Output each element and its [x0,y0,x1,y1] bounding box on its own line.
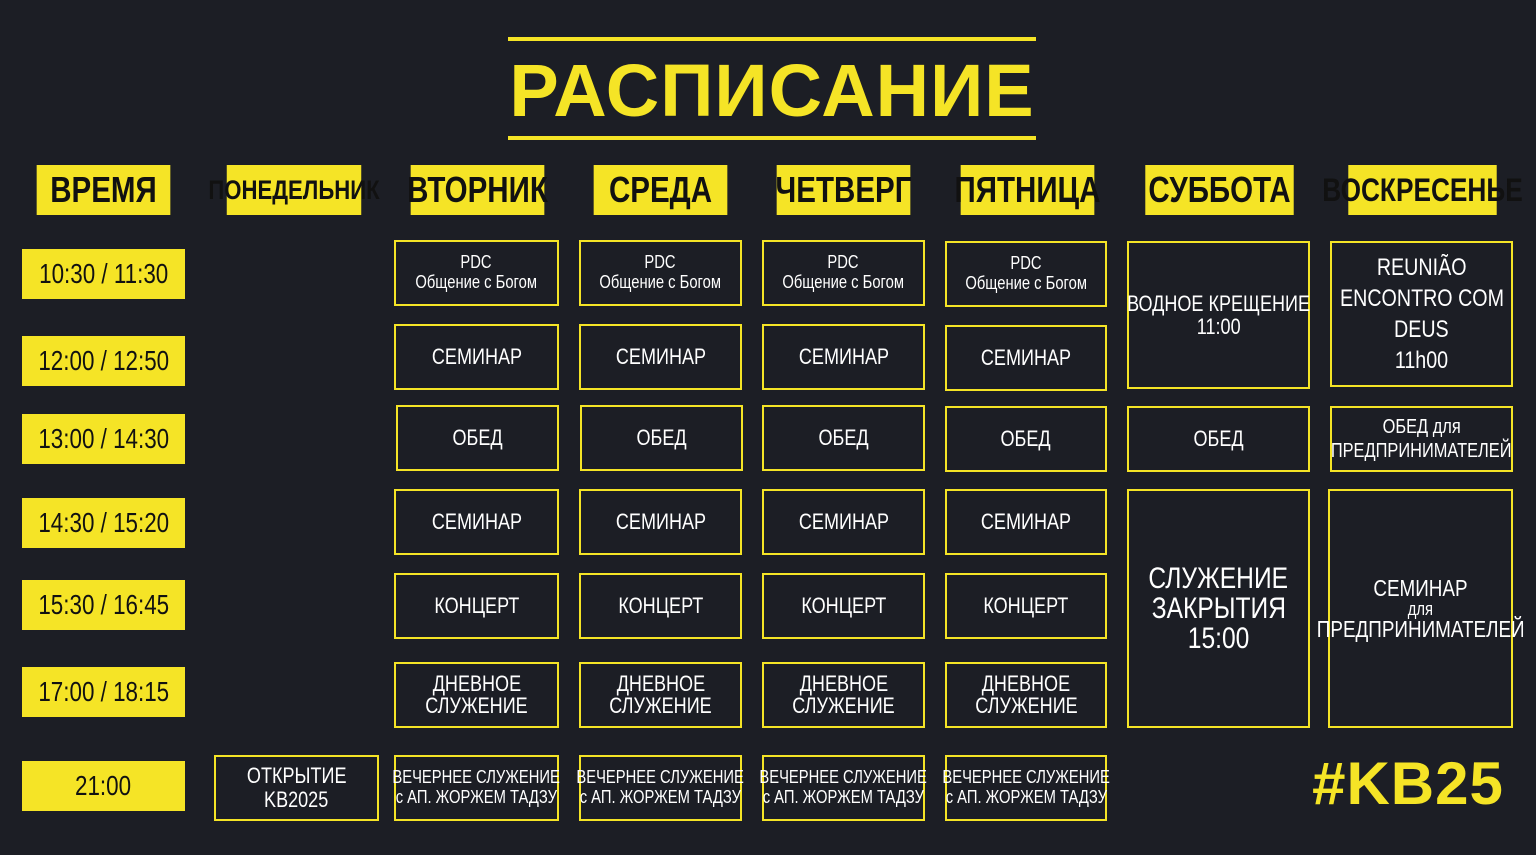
event-lunch: ОБЕД [945,406,1107,472]
header-tuesday: ВТОРНИК [411,165,545,215]
event-day-service: ДНЕВНОЕ СЛУЖЕНИЕ [579,662,742,728]
time-slot: 15:30 / 16:45 [22,580,185,630]
header-thursday: ЧЕТВЕРГ [777,165,911,215]
header-wednesday: СРЕДА [594,165,728,215]
event-pdc: PDC Общение с Богом [394,240,559,306]
header-saturday: СУББОТА [1145,165,1293,215]
event-seminar: СЕМИНАР [762,489,925,555]
event-seminar: СЕМИНАР [394,324,559,390]
event-day-service: ДНЕВНОЕ СЛУЖЕНИЕ [394,662,559,728]
event-pdc: PDC Общение с Богом [579,240,742,306]
time-slot: 12:00 / 12:50 [22,336,185,386]
title-top-rule [508,37,1036,41]
title-bottom-rule [508,136,1036,140]
event-baptism: ВОДНОЕ КРЕЩЕНИЕ 11:00 [1127,241,1310,389]
event-evening-service: ВЕЧЕРНЕЕ СЛУЖЕНИЕ с АП. ЖОРЖЕМ ТАДЗУ [394,755,559,821]
event-pdc: PDC Общение с Богом [945,241,1107,307]
event-opening: ОТКРЫТИЕ KB2025 [214,755,379,821]
event-seminar: СЕМИНАР [394,489,559,555]
time-slot: 21:00 [22,761,185,811]
header-monday: ПОНЕДЕЛЬНИК [227,165,361,215]
event-lunch: ОБЕД [396,405,559,471]
event-pdc: PDC Общение с Богом [762,240,925,306]
event-evening-service: ВЕЧЕРНЕЕ СЛУЖЕНИЕ с АП. ЖОРЖЕМ ТАДЗУ [762,755,925,821]
event-seminar: СЕМИНАР [579,489,742,555]
event-business-lunch: ОБЕД для ПРЕДПРИНИМАТЕЛЕЙ [1330,406,1513,472]
time-slot: 14:30 / 15:20 [22,498,185,548]
page-title: РАСПИСАНИЕ [509,48,1035,132]
event-business-seminar: СЕМИНАР для ПРЕДПРИНИМАТЕЛЕЙ [1328,489,1513,728]
event-seminar: СЕМИНАР [579,324,742,390]
time-slot: 17:00 / 18:15 [22,667,185,717]
hashtag: #KB25 [1312,749,1504,817]
event-closing-service: СЛУЖЕНИЕ ЗАКРЫТИЯ 15:00 [1127,489,1310,728]
event-concert: КОНЦЕРТ [945,573,1107,639]
event-lunch: ОБЕД [762,405,925,471]
event-seminar: СЕМИНАР [762,324,925,390]
time-slot: 10:30 / 11:30 [22,249,185,299]
event-seminar: СЕМИНАР [945,325,1107,391]
event-lunch: ОБЕД [580,405,743,471]
event-lunch: ОБЕД [1127,406,1310,472]
event-day-service: ДНЕВНОЕ СЛУЖЕНИЕ [945,662,1107,728]
event-evening-service: ВЕЧЕРНЕЕ СЛУЖЕНИЕ с АП. ЖОРЖЕМ ТАДЗУ [579,755,742,821]
event-concert: КОНЦЕРТ [394,573,559,639]
event-seminar: СЕМИНАР [945,489,1107,555]
time-slot: 13:00 / 14:30 [22,414,185,464]
event-evening-service: ВЕЧЕРНЕЕ СЛУЖЕНИЕ с АП. ЖОРЖЕМ ТАДЗУ [945,755,1107,821]
event-day-service: ДНЕВНОЕ СЛУЖЕНИЕ [762,662,925,728]
header-sunday: ВОСКРЕСЕНЬЕ [1348,165,1496,215]
event-reuniao: REUNIÃO ENCONTRO COM DEUS 11h00 [1330,241,1513,387]
event-concert: КОНЦЕРТ [762,573,925,639]
header-friday: ПЯТНИЦА [961,165,1095,215]
header-time: ВРЕМЯ [37,165,171,215]
event-concert: КОНЦЕРТ [579,573,742,639]
